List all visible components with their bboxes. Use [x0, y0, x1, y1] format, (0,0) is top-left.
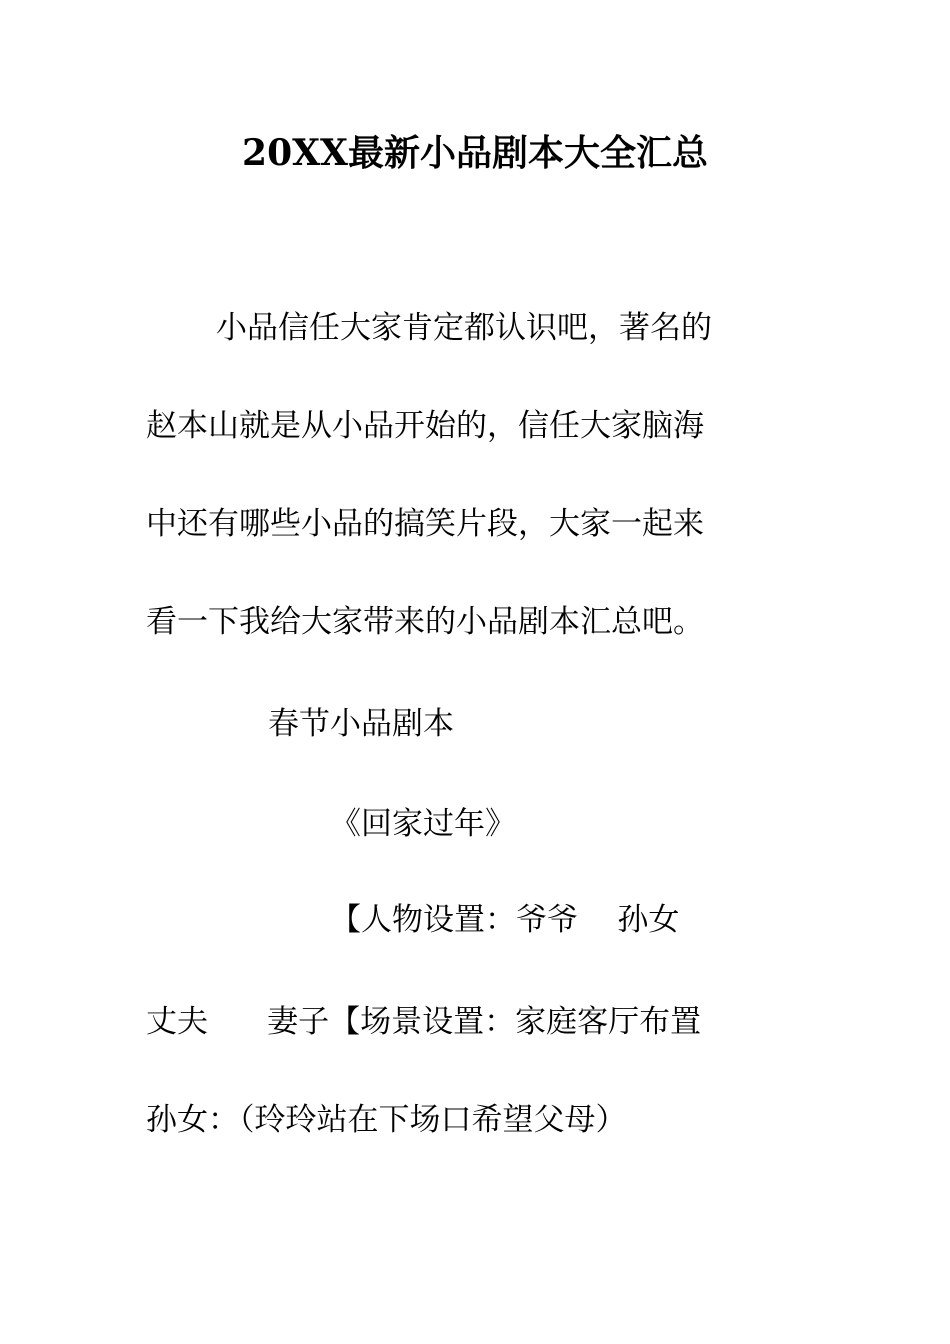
paragraph-line-4: 看一下我给大家带来的小品剧本汇总吧。	[146, 604, 704, 640]
characters-line-1: 【人物设置：爷爷 孙女	[330, 902, 680, 938]
paragraph-line-1: 小品信任大家肯定都认识吧，著名的	[216, 310, 712, 346]
paragraph-line-3: 中还有哪些小品的搞笑片段，大家一起来	[146, 506, 704, 542]
dialogue-line: 孙女：（玲玲站在下场口希望父母）	[146, 1102, 627, 1138]
section-heading: 春节小品剧本	[268, 706, 454, 742]
characters-line-2: 丈夫 妻子【场景设置：家庭客厅布置	[146, 1004, 702, 1040]
play-title: 《回家过年》	[330, 806, 516, 842]
paragraph-line-2: 赵本山就是从小品开始的，信任大家脑海	[146, 408, 704, 444]
document-title: 20XX最新小品剧本大全汇总	[242, 132, 708, 174]
